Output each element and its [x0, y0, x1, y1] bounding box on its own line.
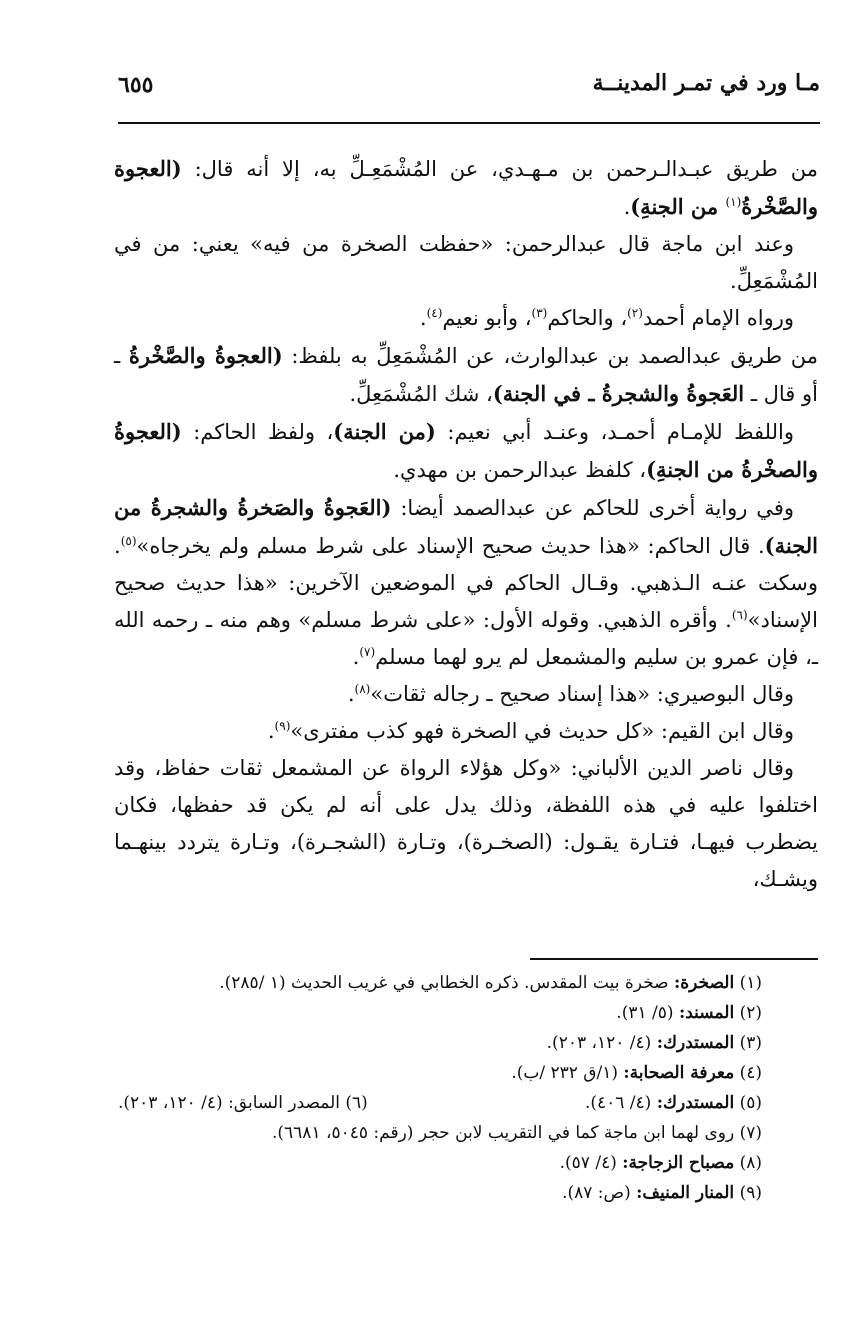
text: .	[347, 682, 355, 706]
footnote-number: (٢)	[739, 1003, 762, 1023]
footnote-1	[118, 968, 818, 998]
paragraph-1	[114, 150, 818, 226]
text: وقال البوصيري: «هذا إسناد صحيح ـ رجاله ثقات»	[370, 682, 794, 706]
text: وقال ابن القيم: «كل حديث في الصخرة فهو كذب مفترى»	[290, 719, 794, 743]
text: ، شك المُشْمَعِلِّ.	[349, 382, 493, 406]
footnote-text: (ص: ٨٧).	[562, 1183, 637, 1203]
footnote-text: روى لهما ابن ماجة كما في التقريب لابن حجر (رقم: ٥٠٤٥، ٦٦٨١).	[272, 1123, 735, 1143]
text: ، كلفظ عبدالرحمن بن مهدي.	[393, 458, 647, 482]
footnote-text: (٤/ ٥٧).	[559, 1153, 623, 1173]
footnote-label: معرفة الصحابة:	[623, 1063, 735, 1083]
paragraph-8	[114, 713, 818, 750]
footnote-number: (٩)	[739, 1183, 762, 1203]
footnote-text: (٤/ ١٢٠، ٢٠٣).	[546, 1033, 657, 1053]
text: . قال الحاكم: «هذا حديث صحيح الإسناد على شرط مسلم ولم يخرجاه»	[136, 534, 765, 558]
text: من طريق عبدالصمد بن عبدالوارث، عن المُشْمَعِلِّ به بلفظ:	[282, 344, 819, 368]
text: من طريق عبـدالـرحمن بن مـهـدي، عن	[436, 157, 818, 181]
text: .	[419, 306, 427, 330]
footnote-rule	[530, 958, 818, 960]
paragraph-3	[114, 300, 818, 337]
text: به، إلا أنه قال:	[181, 157, 350, 181]
footnote-ref: (٢)	[627, 306, 643, 320]
footnote-ref: (١)	[725, 195, 742, 209]
footnote-ref: (٧)	[359, 645, 376, 659]
bold-text: (العجوةُ والصخْرةُ من الجنةِ)	[114, 419, 818, 482]
footnote-ref: (٤)	[426, 306, 443, 320]
main-text	[114, 150, 818, 898]
bold-text: (العجوة والصَّخْرةُ	[114, 156, 818, 219]
text: . وسكت عنـه الـذهبي. وقـال الحاكم في الموضعين الآخرين: «هذا حديث صحيح الإسناد»	[114, 534, 818, 632]
footnote-text: صخرة بيت المقدس. ذكره الخطابي في غريب الحديث (١ /٢٨٥).	[219, 973, 674, 993]
footnote-label: المصدر السابق:	[228, 1093, 340, 1113]
text: ، والحاكم	[547, 306, 628, 330]
footnote-ref: (٥)	[120, 534, 137, 548]
footnote-9	[118, 1178, 818, 1208]
text: . وأقره الذهبي. وقوله الأول: «على شرط مسلم» وهم منه ـ رحمه الله ـ، فإن عمرو بن سليم والمشمعل لم يرو لهما مسلم	[114, 608, 818, 669]
text: ـ أو قال ـ	[114, 344, 818, 406]
footnote-label: الصخرة:	[673, 973, 735, 993]
footnote-text: (٤/ ٤٠٦).	[584, 1093, 657, 1113]
text: .	[623, 195, 631, 219]
text: ورواه الإمام أحمد	[642, 306, 794, 330]
text: وفي رواية أخرى للحاكم عن عبدالصمد أيضا:	[391, 496, 794, 520]
footnote-label: المستدرك:	[656, 1033, 735, 1053]
bold-text: من الجنةِ)	[630, 194, 726, 219]
footnote-8	[118, 1148, 818, 1178]
text: .	[352, 645, 360, 669]
footnote-text: (٤/ ١٢٠، ٢٠٣).	[118, 1093, 229, 1113]
text: .	[267, 719, 275, 743]
footnote-number: (١)	[739, 973, 762, 993]
bold-text: العَجوةُ والشجرةُ ـ في الجنة)	[492, 381, 745, 406]
footnote-row-5-6	[118, 1088, 818, 1118]
paragraph-2	[114, 226, 818, 300]
bold-text: (من الجنة)	[333, 419, 436, 444]
page-number: ٦٥٥	[118, 72, 154, 98]
footnote-text: (١/ق ٢٣٢ /ب).	[511, 1063, 624, 1083]
page-header	[118, 70, 820, 120]
footnote-number: (٧)	[739, 1123, 762, 1143]
footnote-7	[118, 1118, 818, 1148]
footnote-4	[118, 1058, 818, 1088]
paragraph-6	[114, 489, 818, 676]
footnote-2	[118, 998, 818, 1028]
footnote-number: (٣)	[739, 1033, 762, 1053]
header-rule	[118, 122, 820, 124]
footnote-ref: (٩)	[274, 719, 291, 733]
footnote-ref: (٨)	[354, 682, 371, 696]
footnote-number: (٥)	[739, 1093, 762, 1113]
running-title: مـا ورد في تمـر المدينــة	[592, 70, 820, 96]
footnotes	[118, 968, 818, 1208]
footnote-label: المستدرك:	[656, 1093, 735, 1113]
footnote-5	[585, 1088, 762, 1118]
footnote-label: المسند:	[678, 1003, 735, 1023]
footnote-number: (٨)	[739, 1153, 762, 1173]
text: واللفظ للإمـام أحمـد، وعنـد أبي نعيم:	[435, 420, 794, 444]
text: ، ولفظ الحاكم:	[181, 420, 334, 444]
footnote-text: (٥/ ٣١).	[616, 1003, 679, 1023]
footnote-ref: (٣)	[531, 306, 548, 320]
paragraph-7	[114, 676, 818, 713]
text: ، وأبو نعيم	[442, 306, 532, 330]
footnote-number: (٦)	[345, 1093, 368, 1113]
footnote-ref: (٦)	[731, 608, 748, 622]
paragraph-4	[114, 337, 818, 413]
bold-text: (العجوةُ والصَّخْرةُ	[128, 343, 283, 368]
footnote-number: (٤)	[739, 1063, 762, 1083]
footnote-label: مصباح الزجاجة:	[622, 1153, 735, 1173]
footnote-label: المنار المنيف:	[636, 1183, 735, 1203]
text: وقال ناصر الدين الألباني: «وكل هؤلاء الرواة عن المشمعل ثقات حفاظ، وقد اختلفوا عليه في هذه اللفظة، وذلك يدل على أنه لم يكن قد حفظها، فكان يضطرب فيهـا، فتـارة يقـول: (الصخـرة)، وتـارة (الشجـرة)، وتـارة يتردد بينهـما ويشـك،	[114, 756, 818, 891]
paragraph-9	[114, 750, 818, 898]
paragraph-5	[114, 413, 818, 489]
footnote-6	[118, 1088, 368, 1118]
text: وعند ابن ماجة قال عبدالرحمن: «حفظت الصخرة من فيه» يعني: من في المُشْمَعِلِّ.	[114, 232, 818, 293]
footnote-3	[118, 1028, 818, 1058]
bold-text: (العَجوةُ والصَخرةُ والشجرةُ من الجنة)	[114, 495, 818, 558]
text: المُشْمَعِـلِّ	[349, 157, 437, 181]
